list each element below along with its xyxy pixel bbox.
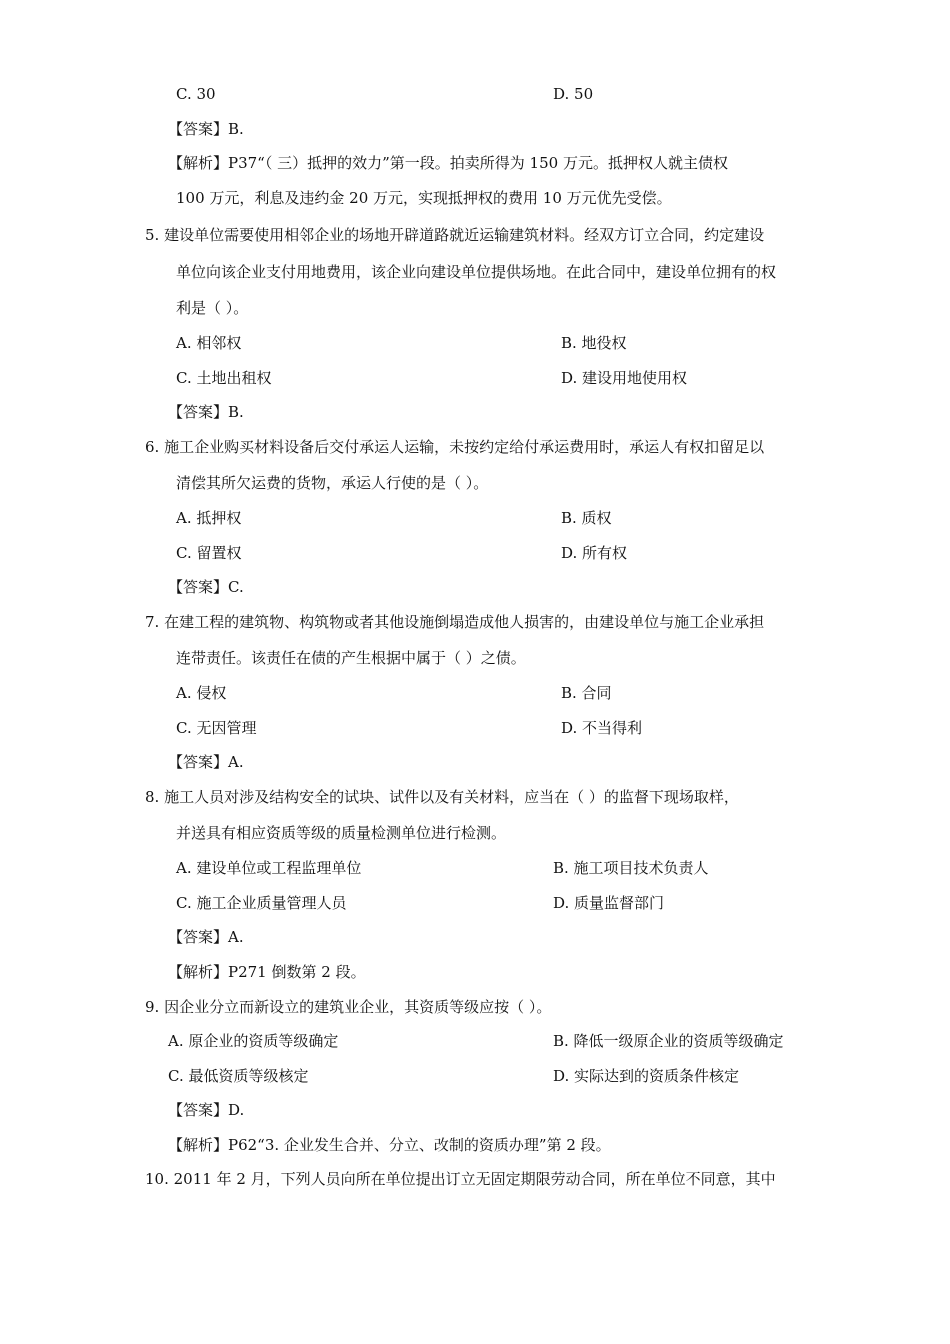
text-line: 【答案】A.	[168, 753, 244, 771]
text-line: 6. 施工企业购买材料设备后交付承运人运输，未按约定给付承运费用时，承运人有权扣留足以	[145, 438, 765, 456]
text-line: A. 侵权	[176, 684, 227, 702]
text-line: 【解析】P37“（ 三）抵押的效力”第一段。拍卖所得为 150 万元。抵押权人就主债权	[168, 154, 728, 172]
text-line: B. 地役权	[561, 334, 627, 352]
text-line: A. 相邻权	[176, 334, 242, 352]
text-line: A. 抵押权	[176, 509, 242, 527]
text-line: 单位向该企业支付用地费用，该企业向建设单位提供场地。在此合同中，建设单位拥有的权	[176, 263, 777, 281]
text-line: B. 合同	[561, 684, 612, 702]
text-line: 【答案】D.	[168, 1101, 245, 1119]
text-line: C. 无因管理	[176, 719, 257, 737]
text-line: 9. 因企业分立而新设立的建筑业企业，其资质等级应按（ ）。	[145, 998, 552, 1016]
text-line: C. 30	[176, 85, 216, 103]
text-line: 8. 施工人员对涉及结构安全的试块、试件以及有关材料，应当在（ ）的监督下现场取样，	[145, 788, 739, 806]
text-line: D. 质量监督部门	[553, 894, 665, 912]
text-line: 【答案】C.	[168, 578, 244, 596]
text-line: D. 建设用地使用权	[561, 369, 688, 387]
text-line: A. 原企业的资质等级确定	[168, 1032, 339, 1050]
text-line: 【解析】P271 倒数第 2 段。	[168, 963, 366, 981]
text-line: B. 降低一级原企业的资质等级确定	[553, 1032, 784, 1050]
text-line: B. 质权	[561, 509, 612, 527]
text-line: D. 实际达到的资质条件核定	[553, 1067, 740, 1085]
text-line: 【解析】P62“3. 企业发生合并、分立、改制的资质办理”第 2 段。	[168, 1136, 611, 1154]
text-line: 7. 在建工程的建筑物、构筑物或者其他设施倒塌造成他人损害的，由建设单位与施工企业承担	[145, 613, 765, 631]
text-line: C. 土地出租权	[176, 369, 272, 387]
text-line: C. 留置权	[176, 544, 242, 562]
text-line: 利是（ ）。	[176, 299, 249, 317]
text-line: 【答案】A.	[168, 928, 244, 946]
text-line: C. 最低资质等级核定	[168, 1067, 309, 1085]
text-line: 【答案】B.	[168, 120, 244, 138]
text-line: B. 施工项目技术负责人	[553, 859, 709, 877]
text-line: D. 50	[553, 85, 594, 103]
text-line: 5. 建设单位需要使用相邻企业的场地开辟道路就近运输建筑材料。经双方订立合同，约定建设	[145, 226, 765, 244]
text-line: 100 万元，利息及违约金 20 万元，实现抵押权的费用 10 万元优先受偿。	[176, 189, 672, 207]
text-line: 并送具有相应资质等级的质量检测单位进行检测。	[176, 824, 507, 842]
text-line: A. 建设单位或工程监理单位	[176, 859, 362, 877]
text-line: 【答案】B.	[168, 403, 244, 421]
text-line: 连带责任。该责任在债的产生根据中属于（ ）之债。	[176, 649, 526, 667]
text-line: D. 所有权	[561, 544, 628, 562]
text-line: D. 不当得利	[561, 719, 643, 737]
text-line: 10. 2011 年 2 月，下列人员向所在单位提出订立无固定期限劳动合同，所在单位不同意，其中	[145, 1170, 776, 1188]
text-line: 清偿其所欠运费的货物，承运人行使的是（ ）。	[176, 474, 489, 492]
text-line: C. 施工企业质量管理人员	[176, 894, 347, 912]
